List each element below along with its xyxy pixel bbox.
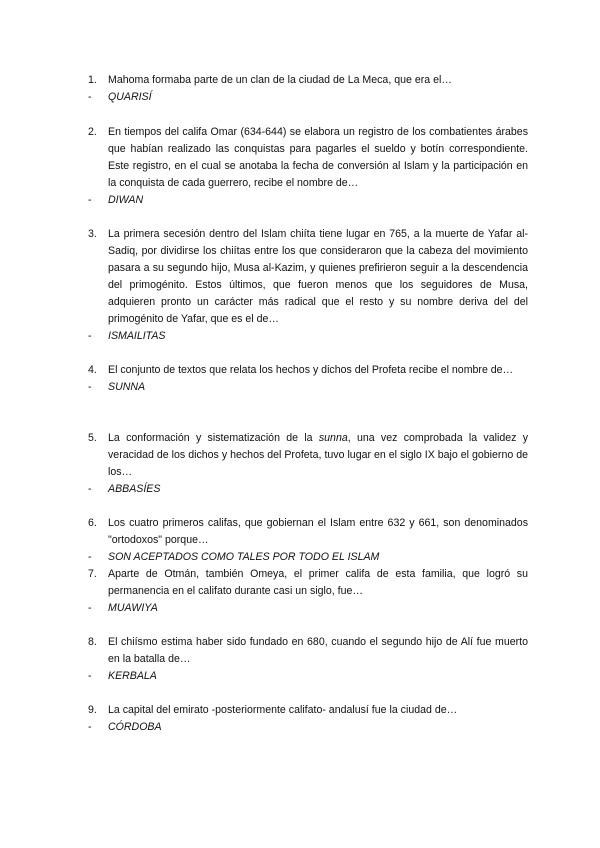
question-item-8 — [88, 634, 528, 685]
answer-text: MUAWIYA — [108, 602, 158, 614]
question-text: Aparte de Otmán, también Omeya, el primer califa de esta familia, que logró su permanencia en el califato durante casi un siglo, fue… — [108, 568, 528, 597]
answer-dash: - — [88, 483, 92, 495]
answer-text: DIWAN — [108, 194, 144, 206]
question-number: 3. — [88, 228, 97, 240]
answer-dash: - — [88, 194, 92, 206]
question-text-part: La conformación y sistematización de la — [108, 432, 319, 444]
question-text: Mahoma formaba parte de un clan de la ciudad de La Meca, que era el… — [108, 74, 452, 86]
question-item-2 — [88, 124, 528, 209]
question-number: 1. — [88, 74, 97, 86]
question-number: 8. — [88, 636, 97, 648]
question-text: El chiísmo estima haber sido fundado en 680, cuando el segundo hijo de Alí fue muerto en la batalla de… — [108, 636, 528, 665]
question-item-7 — [88, 566, 528, 617]
question-item-6 — [88, 515, 528, 566]
question-text: La capital del emirato -posteriormente califato- andalusí fue la ciudad de… — [108, 704, 458, 716]
question-number: 2. — [88, 126, 97, 138]
answer-text: ABBASÍES — [108, 483, 161, 495]
question-item-1 — [88, 72, 528, 106]
question-text: En tiempos del califa Omar (634-644) se elabora un registro de los combatientes árabes que habían realizado las conquistas para pagarles el sueldo y botín correspondiente. Este registro, en el cual se anotaba la fecha de conversión al Islam y la participación en la conquista de cada guerrero, recibe el nombre de… — [108, 126, 528, 189]
question-item-3 — [88, 226, 528, 345]
answer-text: KERBALA — [108, 670, 157, 682]
question-text-emphasis: sunna — [318, 432, 348, 444]
question-text: La primera secesión dentro del Islam chiíta tiene lugar en 765, a la muerte de Yafar al-Sadiq, por dividirse los chiítas entre los que consideraron que la cabeza del movimiento pasara a su segundo hijo, Musa al-Kazim, y quienes prefirieron seguir a la descendencia del primogénito. Estos últimos, que fueron menos que los seguidores de Musa, adquieren pronto un carácter más radical que el resto y su nombre deriva del del primogénito de Yafar, que es el de… — [108, 228, 528, 325]
answer-dash: - — [88, 551, 92, 563]
answer-dash: - — [88, 381, 92, 393]
answer-dash: - — [88, 91, 92, 103]
question-number: 6. — [88, 517, 97, 529]
question-number: 7. — [88, 568, 97, 580]
answer-text: CÓRDOBA — [108, 721, 162, 733]
answer-text: ISMAILITAS — [108, 330, 166, 342]
question-text: El conjunto de textos que relata los hechos y dichos del Profeta recibe el nombre de… — [108, 364, 514, 376]
answer-text: QUARISÍ — [108, 91, 152, 103]
answer-dash: - — [88, 602, 92, 614]
question-number: 5. — [88, 432, 97, 444]
question-item-5 — [88, 430, 528, 498]
question-number: 4. — [88, 364, 97, 376]
question-item-4 — [88, 362, 528, 396]
answer-dash: - — [88, 670, 92, 682]
question-item-9 — [88, 702, 528, 736]
question-text — [108, 430, 528, 481]
question-text-part: , una vez comprobada la validez y veracidad de los dichos y hechos del Profeta, tuvo lugar en el siglo IX bajo el gobierno de los… — [108, 432, 528, 478]
answer-text: SON ACEPTADOS COMO TALES POR TODO EL ISLAM — [108, 551, 380, 563]
answer-text: SUNNA — [108, 381, 146, 393]
answer-dash: - — [88, 330, 92, 342]
question-number: 9. — [88, 704, 97, 716]
question-text: Los cuatro primeros califas, que gobiernan el Islam entre 632 y 661, son denominados "ortodoxos" porque… — [108, 517, 528, 546]
answer-dash: - — [88, 721, 92, 733]
